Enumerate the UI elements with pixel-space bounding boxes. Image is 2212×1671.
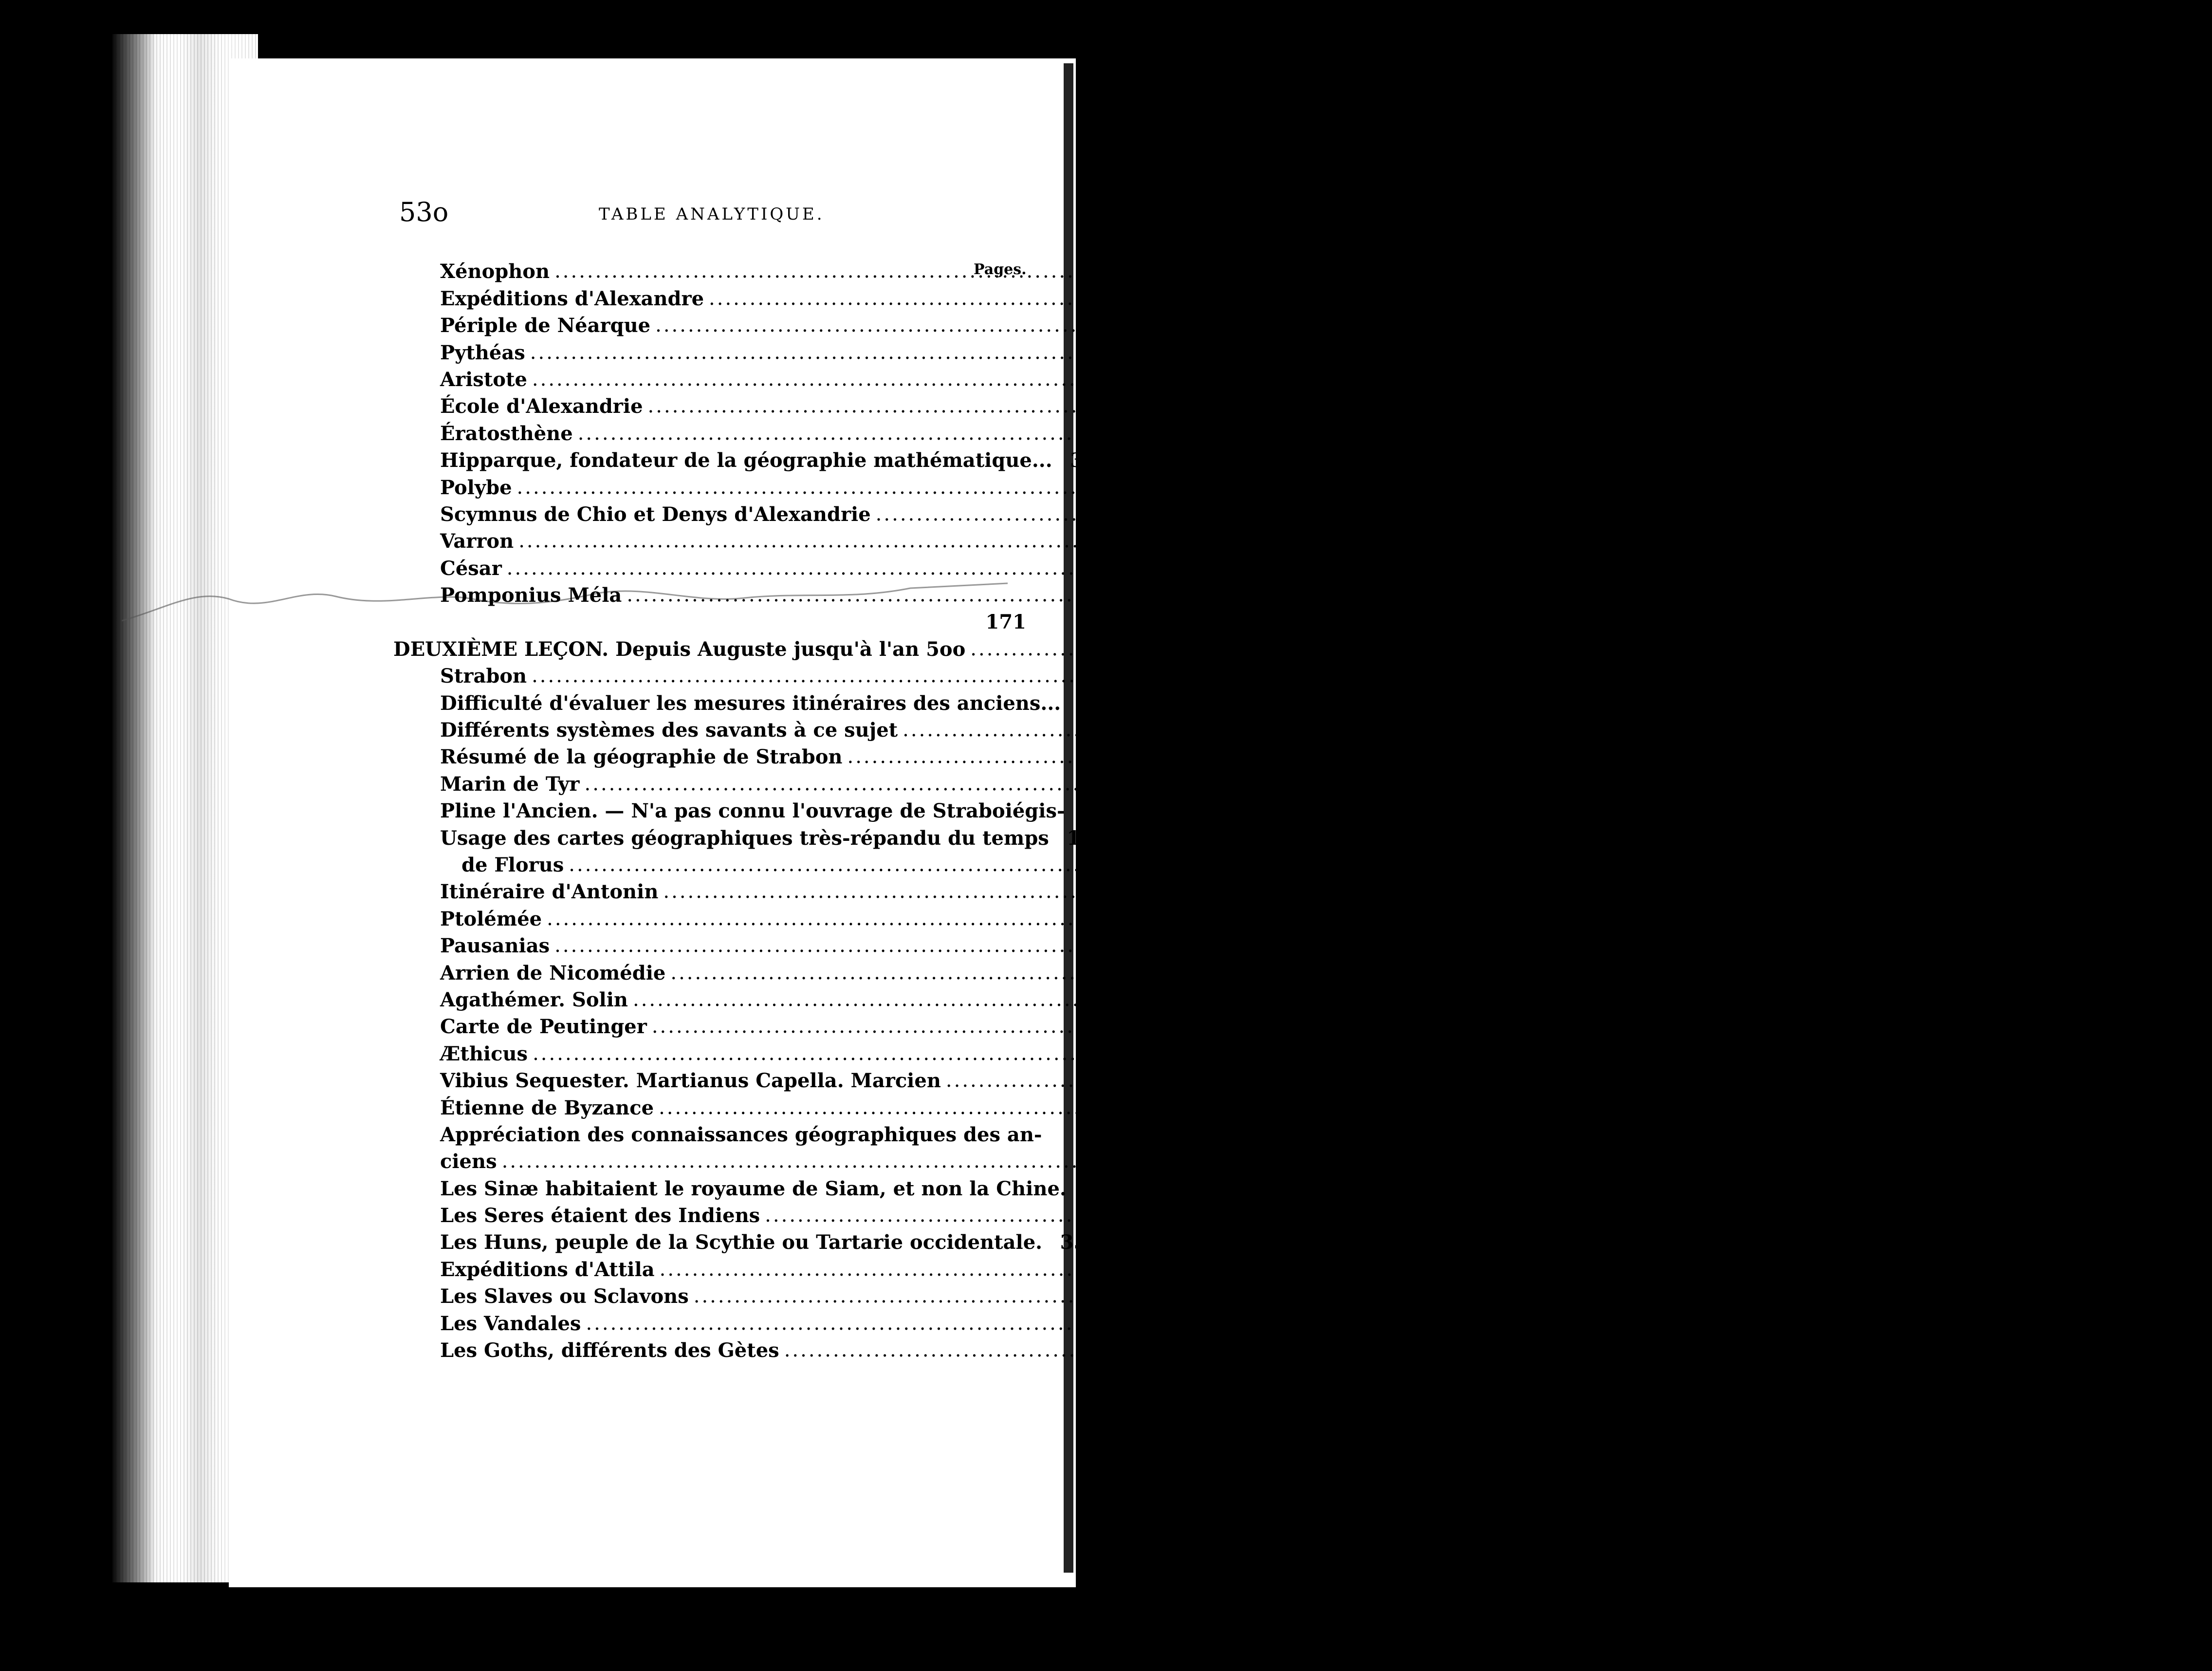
toc-entry-text: Les Huns, peuple de la Scythie ou Tartarie occidentale. [440,1231,1043,1254]
dot-leader [970,636,2158,663]
toc-entry-row [393,1040,1774,1067]
toc-entry-row [393,1256,1901,1282]
dot-leader [694,1283,1881,1310]
toc-entry-row [393,1175,1125,1202]
toc-page-reference: 311 [1909,287,1951,310]
dot-leader [530,339,1718,366]
dot-leader [518,528,1706,555]
dot-leader [876,501,2064,528]
toc-page-reference: ib. [1865,1015,1894,1039]
toc-page-reference: 177 [2103,719,2144,742]
dot-leader [517,474,1705,501]
toc-entry-text: Arrien de Nicomédie [440,961,666,984]
toc-page-reference: 169 [1827,584,1868,607]
toc-page-reference: ib. [1744,341,1772,364]
toc-page-reference: ib. [1978,1204,2007,1227]
toc-page-reference: 312 [1856,314,1897,337]
dot-leader [660,1256,1847,1283]
toc-entry-text: Itinéraire d'Antonin [440,880,659,904]
toc-entry-text: Pausanias [440,934,550,958]
toc-page-reference: 168 [1707,557,1749,580]
toc-page-reference: ib. [1715,1150,1743,1173]
toc-entry-text: Résumé de la géographie de Strabon [440,745,843,769]
dot-leader [532,663,1719,689]
toc-entry-row [393,986,1875,1013]
toc-entry-text: Aristote [440,368,527,391]
dot-leader [784,1337,1972,1364]
running-title: TABLE ANALYTIQUE. [599,204,825,224]
toc-entry-row [393,393,1889,420]
toc-entry-row [393,312,1897,339]
page-header [399,197,1032,236]
toc-entry-row [393,905,1788,932]
toc-entry-row [393,366,1774,393]
toc-entry-text: Pythéas [440,341,525,364]
toc-page-reference: 181 [1067,826,1107,850]
toc-entry-row [393,798,1065,824]
toc-entry-row [393,555,1749,581]
toc-page-reference: 344 [1871,961,1912,984]
section-heading-row [393,635,2212,662]
toc-entry-text: Polybe [440,476,512,499]
dot-leader [554,932,1742,959]
toc-entry-text: Les Goths, différents des Gètes [440,1339,779,1362]
dot-leader [765,1202,1953,1229]
toc-page-reference: 355 [1787,1312,1827,1335]
toc-page-reference: 345 [1833,988,1875,1011]
table-of-contents [393,258,2212,1364]
dot-leader [652,1013,1840,1040]
toc-entry-text: École d'Alexandrie [440,395,643,418]
toc-entry-text: Expéditions d'Attila [440,1258,655,1281]
dot-leader [903,717,2090,743]
toc-page-reference: ib. [1877,880,1905,904]
toc-entry-text: Périple de Néarque [440,314,651,337]
toc-entry-row [393,959,1912,986]
toc-entry-text: Scymnus de Chio et Denys d'Alexandrie [440,502,871,526]
dot-leader [585,771,1772,798]
dot-leader [554,258,1742,285]
toc-entry-row [393,824,1107,851]
dot-leader [655,312,1843,339]
toc-page-reference: 317 [1778,422,1820,445]
toc-page-reference: 315 [1733,368,1774,391]
toc-entry-text: Strabon [440,665,527,688]
toc-page-reference: 343 [1755,934,1796,958]
dot-leader [663,878,1851,905]
toc-entry-text: Les Seres étaient des Indiens [440,1204,760,1227]
toc-entry-row [393,932,1796,959]
toc-entry-row [393,1229,1101,1256]
toc-entry-row [393,689,1120,716]
toc-entry-row [393,743,2089,770]
dot-leader [670,960,1858,986]
toc-entry-row [393,878,1905,905]
toc-page-reference: 175 [1078,691,1120,715]
toc-entry-text: DEUXIÈME LEÇON. Depuis Auguste jusqu'à l'an 5oo [393,637,966,661]
toc-entry-row [393,717,2144,743]
toc-entry-text: ciens [440,1150,497,1173]
toc-page-reference: 347 [1733,1042,1774,1065]
toc-entry-row [393,1094,1900,1121]
toc-page-reference: ib. [1760,907,1788,930]
toc-entry-text: Xénophon [440,260,550,283]
toc-page-reference: 171 [985,611,1026,634]
toc-page-reference: 353 [1860,1258,1901,1281]
toc-entry-row [393,285,1951,312]
toc-entry-text: Hipparque, fondateur de la géographie mathématique... [440,449,1052,472]
toc-entry-text: Æthicus [440,1042,528,1065]
dot-leader [547,906,1734,932]
toc-entry-row [393,1283,1936,1310]
toc-page-reference: 348 [2146,1069,2188,1093]
toc-entry-text: Carte de Peutinger [440,1015,647,1039]
toc-entry-row [393,258,1796,285]
toc-entry-row [393,447,1111,474]
toc-page-reference: 174 [1732,665,1773,688]
toc-entry-text: Marin de Tyr [440,772,580,796]
toc-entry-text: Vibius Sequester. Martianus Capella. Marcien [440,1069,941,1093]
dot-leader [627,582,1814,609]
dot-leader [847,743,2035,770]
toc-entry-row [393,420,1820,446]
toc-page-reference: 339 [1770,853,1810,876]
toc-entry-text: Difficulté d'évaluer les mesures itinéraires des anciens... [440,691,1061,715]
toc-entry-row [393,1310,1827,1337]
toc-page-reference: 352 [1060,1231,1101,1254]
dot-leader [532,366,1720,393]
toc-entry-row [393,474,1758,501]
pages-column-label: Pages. [974,261,1027,278]
toc-page-reference: 351 [1084,1177,1125,1200]
toc-page-reference: 349 [1859,1096,1900,1119]
toc-entry-text: Agathémer. Solin [440,988,628,1011]
toc-page-reference: 18o [1786,772,1826,796]
toc-entry-text: Varron [440,530,514,553]
toc-page-reference: ib. [2061,745,2089,769]
dot-leader [709,285,1897,312]
dot-leader [946,1067,2134,1094]
dot-leader [586,1310,1773,1337]
toc-entry-text: Étienne de Byzance [440,1096,654,1119]
toc-page-reference: 32 [2090,502,2118,526]
toc-entry-text: Les Sinæ habitaient le royaume de Siam, et non la Chine. [440,1177,1067,1200]
toc-entry-text: Appréciation des connaissances géographiques des an- [440,1123,1042,1146]
toc-entry-row [393,770,1826,797]
toc-page-reference: 357 [1985,1339,2026,1362]
toc-entry-row [393,501,2118,528]
toc-entry-row [393,1067,2188,1094]
toc-entry-text: Les Slaves ou Sclavons [440,1285,689,1308]
toc-entry-row [393,582,1868,609]
toc-page-reference: 316 [1848,395,1889,418]
toc-page-reference: 32o [1718,476,1758,499]
toc-entry-text: Pline l'Ancien. — N'a pas connu l'ouvrage de Straboiégis- [440,799,1065,823]
toc-entry-text: César [440,557,502,580]
toc-entry-text: Usage des cartes géographiques très-répandu du temps [440,826,1049,850]
toc-entry-row [393,339,1772,366]
dot-leader [633,986,1821,1013]
dot-leader [533,1040,1720,1067]
dot-leader [659,1095,1846,1121]
toc-entry-row [393,528,1026,555]
toc-entry-row [393,1013,1894,1040]
toc-entry-text: Expéditions d'Alexandre [440,287,704,310]
toc-entry-text: Les Vandales [440,1312,581,1335]
toc-entry-text: Différents systèmes des savants à ce sujet [440,719,898,742]
toc-page-reference: ib. [1907,1285,1936,1308]
toc-entry-text: Pomponius Méla [440,584,622,607]
toc-entry-text: Ératosthène [440,422,573,445]
toc-entry-row [393,1148,1743,1175]
dot-leader [502,1148,1690,1175]
toc-entry-row [393,609,1026,635]
page-number: 53o [399,197,449,227]
toc-entry-row [393,852,1810,878]
toc-entry-text: Ptolémée [440,907,542,930]
dot-leader [507,555,1695,582]
dot-leader [648,393,1836,420]
toc-entry-row [393,1202,2007,1229]
dot-leader [569,852,1756,878]
toc-page-reference: 173 [2171,637,2212,661]
toc-page-reference: 31o [1756,260,1796,283]
toc-entry-row [393,1121,1042,1148]
toc-page-reference: 319 [1070,449,1111,472]
toc-entry-row [393,1337,2026,1364]
toc-entry-row [393,663,1773,689]
toc-entry-text: de Florus [461,853,564,876]
dot-leader [578,420,1766,447]
